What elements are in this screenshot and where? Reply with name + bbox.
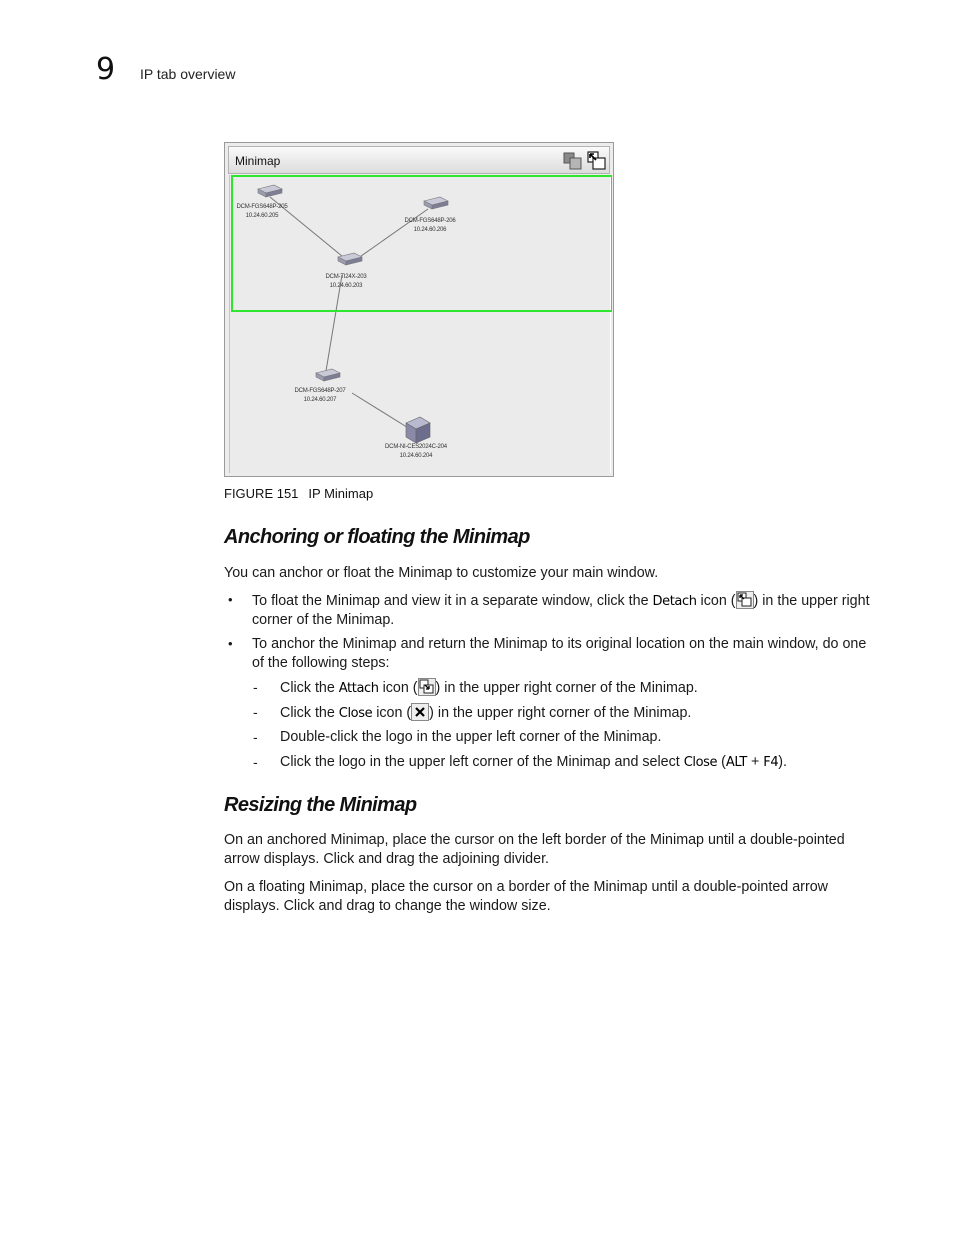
bullet-anchor: To anchor the Minimap and return the Minimap to its original location on the main window, do one of the following steps:	[252, 636, 867, 671]
switch-icon	[338, 253, 362, 265]
intro-paragraph: You can anchor or float the Minimap to customize your main window.	[224, 565, 659, 581]
dash-marker: -	[253, 679, 258, 695]
switch-icon	[258, 185, 282, 197]
step-close: Click the Close icon ( ) in the upper right corner of the Minimap.	[280, 705, 692, 721]
link-207-204	[352, 393, 410, 429]
detach-icon	[736, 591, 754, 609]
detach-icon[interactable]	[587, 151, 607, 171]
minimap-title: Minimap	[235, 154, 281, 168]
step-select-close: Click the logo in the upper left corner of the Minimap and select Close (ALT + F4).	[280, 754, 787, 770]
minimap-titlebar	[228, 146, 610, 174]
running-head: IP tab overview	[140, 66, 236, 82]
minimap-viewport-rect[interactable]	[232, 176, 612, 311]
bullet-marker: •	[228, 592, 233, 607]
chapter-number: 9	[96, 52, 116, 87]
paragraph-anchored: On an anchored Minimap, place the cursor on the left border of the Minimap until a double-pointed arrow displays. Click and drag the adjoining divider.	[224, 832, 845, 867]
figure-caption	[224, 486, 373, 501]
minimap-figure	[224, 142, 614, 477]
section-heading-anchoring: Anchoring or floating the Minimap	[224, 526, 530, 548]
node-label: DCM-FGS648P-207 10.24.60.207	[294, 388, 346, 403]
attach-icon	[418, 678, 436, 696]
step-attach: Click the Attach icon ( ) in the upper right corner of the Minimap.	[280, 680, 698, 696]
node-label: DCM-FGS648P-205 10.24.60.205	[236, 204, 288, 219]
dash-marker: -	[253, 729, 258, 745]
node-label: DCM-TI24X-203 10.24.60.203	[325, 274, 367, 289]
chassis-switch-icon	[406, 417, 430, 443]
figure-title: IP Minimap	[308, 486, 374, 501]
figure-number: FIGURE 151	[224, 486, 299, 501]
dash-marker: -	[253, 754, 258, 770]
minimap-canvas[interactable]	[229, 175, 611, 473]
paragraph-floating: On a floating Minimap, place the cursor on a border of the Minimap until a double-pointed arrow displays. Click and drag to change the window size.	[224, 879, 828, 914]
node-label: DCM-NI-CES2024C-204 10.24.60.204	[385, 444, 447, 459]
switch-icon	[424, 197, 448, 209]
bullet-float: To float the Minimap and view it in a separate window, click the Detach icon ( ) in the upper right corner of the Minimap.	[252, 593, 870, 628]
close-icon	[411, 703, 429, 721]
attach-icon[interactable]	[563, 151, 583, 171]
step-double-click: Double-click the logo in the upper left corner of the Minimap.	[280, 729, 662, 745]
bullet-marker: •	[228, 636, 233, 651]
switch-icon	[316, 369, 340, 381]
node-label: DCM-FGS648P-206 10.24.60.206	[404, 218, 456, 233]
dash-marker: -	[253, 704, 258, 720]
section-heading-resizing: Resizing the Minimap	[224, 794, 417, 816]
